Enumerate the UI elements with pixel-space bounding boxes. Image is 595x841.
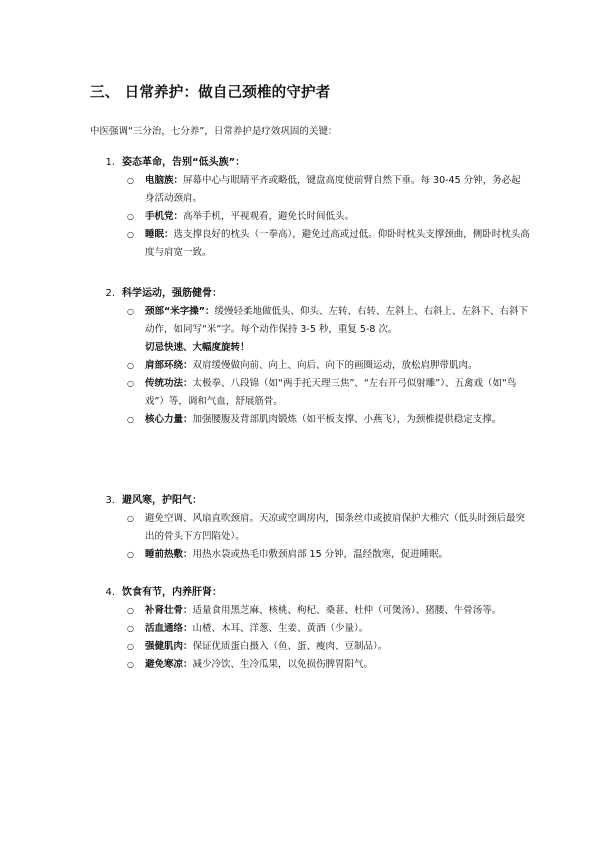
item-list (90, 303, 530, 429)
section-title: 姿态革命，告别“低头族”： (122, 157, 246, 168)
circle-bullet-icon: ○ (127, 660, 134, 669)
item-text: 减少冷饮、生冷瓜果，以免损伤脾胃阳气。 (192, 659, 374, 670)
section-title: 避风寒，护阳气： (122, 495, 202, 506)
item-list (90, 172, 530, 262)
item-text: 保证优质蛋白摄入（鱼、蛋、瘦肉、豆制品）。 (192, 641, 388, 652)
list-item (90, 638, 530, 656)
circle-bullet-icon: ○ (127, 361, 134, 370)
section-header (90, 491, 530, 507)
circle-bullet-icon: ○ (127, 307, 134, 316)
list-item (90, 546, 530, 564)
section-title: 饮食有节，内养肝肾： (122, 587, 222, 598)
item-text: 适量食用黑芝麻、核桃、枸杞、桑葚、杜仲（可煲汤）、猪腰、牛骨汤等。 (192, 605, 502, 616)
item-text: 山楂、木耳、洋葱、生姜、黄酒（少量）。 (192, 623, 369, 634)
item-key: 电脑族： (145, 175, 184, 186)
item-text: 选支撑良好的枕头（一拳高），避免过高或过低。仰卧时枕头支撑颈曲，侧卧时枕头高度与肩宽一致。 (145, 229, 530, 258)
item-text: 高举手机，平视观看，避免长时间低头。 (183, 211, 355, 222)
circle-bullet-icon: ○ (127, 514, 134, 523)
list-item (90, 303, 530, 357)
item-text: 加强腰腹及背部肌肉锻炼（如平板支撑、小燕飞），为颈椎提供稳定支撑。 (192, 414, 502, 425)
item-key: 活血通络： (145, 623, 193, 634)
circle-bullet-icon: ○ (127, 212, 134, 221)
list-item (90, 602, 530, 620)
section-warmth (90, 491, 530, 564)
section-title: 科学运动，强筋健骨： (122, 288, 222, 299)
list-item (90, 620, 530, 638)
item-text: 屏幕中心与眼睛平齐或略低，键盘高度使前臂自然下垂。每 30-45 分钟，务必起身活动颈肩。 (145, 175, 521, 204)
circle-bullet-icon: ○ (127, 624, 134, 633)
item-key: 睡前热敷： (145, 549, 193, 560)
warning-text: 切忌快速、大幅度旋转！ (145, 342, 250, 353)
item-key: 补肾壮骨： (145, 605, 193, 616)
item-text: 避免空调、风扇直吹颈肩。天凉或空调房内，围条丝巾或披肩保护大椎穴（低头时颈后最突出的骨头下方凹陷处）。 (145, 513, 526, 542)
item-list (90, 510, 530, 564)
circle-bullet-icon: ○ (127, 379, 134, 388)
section-header (90, 284, 530, 300)
circle-bullet-icon: ○ (127, 550, 134, 559)
section-posture (90, 153, 530, 262)
list-item (90, 357, 530, 375)
section-number: 1. (105, 157, 115, 168)
section-number: 3. (105, 495, 115, 506)
section-header (90, 153, 530, 169)
section-heading: 三、 日常养护：做自己颈椎的守护者 (90, 85, 331, 101)
circle-bullet-icon: ○ (127, 176, 134, 185)
list-item (90, 226, 530, 262)
intro-paragraph: 中医强调“三分治，七分养”，日常养护是疗效巩固的关键： (90, 126, 338, 137)
item-text: 太极拳、八段锦（如“两手托天理三焦”、“左右开弓似射雕”）、五禽戏（如“鸟戏”）等，调和气血，舒展筋骨。 (145, 378, 517, 407)
item-text: 双肩缓慢做向前、向上、向后、向下的画圈运动，放松肩胛带肌肉。 (192, 360, 478, 371)
section-header (90, 583, 530, 599)
list-item (90, 375, 530, 411)
item-text: 缓慢轻柔地做低头、仰头、左转、右转、左斜上、右斜上、左斜下、右斜下动作，如同写“米”字。每个动作保持 3-5 秒，重复 5-8 次。 (145, 306, 529, 335)
circle-bullet-icon: ○ (127, 230, 134, 239)
item-key: 手机党： (145, 211, 184, 222)
item-key: 强健肌肉： (145, 641, 193, 652)
section-exercise (90, 284, 530, 429)
list-item (90, 656, 530, 674)
section-number: 2. (105, 288, 115, 299)
section-number: 4. (105, 587, 115, 598)
item-key: 肩部环绕： (145, 360, 193, 371)
circle-bullet-icon: ○ (127, 415, 134, 424)
item-key: 颈部“米字操”： (145, 306, 215, 317)
list-item (90, 208, 530, 226)
section-diet (90, 583, 530, 674)
item-list (90, 602, 530, 674)
circle-bullet-icon: ○ (127, 642, 134, 651)
list-item (90, 510, 530, 546)
list-item (90, 411, 530, 429)
item-key: 避免寒凉： (145, 659, 193, 670)
list-item (90, 172, 530, 208)
item-key: 睡眠： (145, 229, 174, 240)
circle-bullet-icon: ○ (127, 606, 134, 615)
item-key: 核心力量： (145, 414, 193, 425)
item-key: 传统功法： (145, 378, 193, 389)
item-text: 用热水袋或热毛巾敷颈肩部 15 分钟，温经散寒，促进睡眠。 (192, 549, 449, 560)
